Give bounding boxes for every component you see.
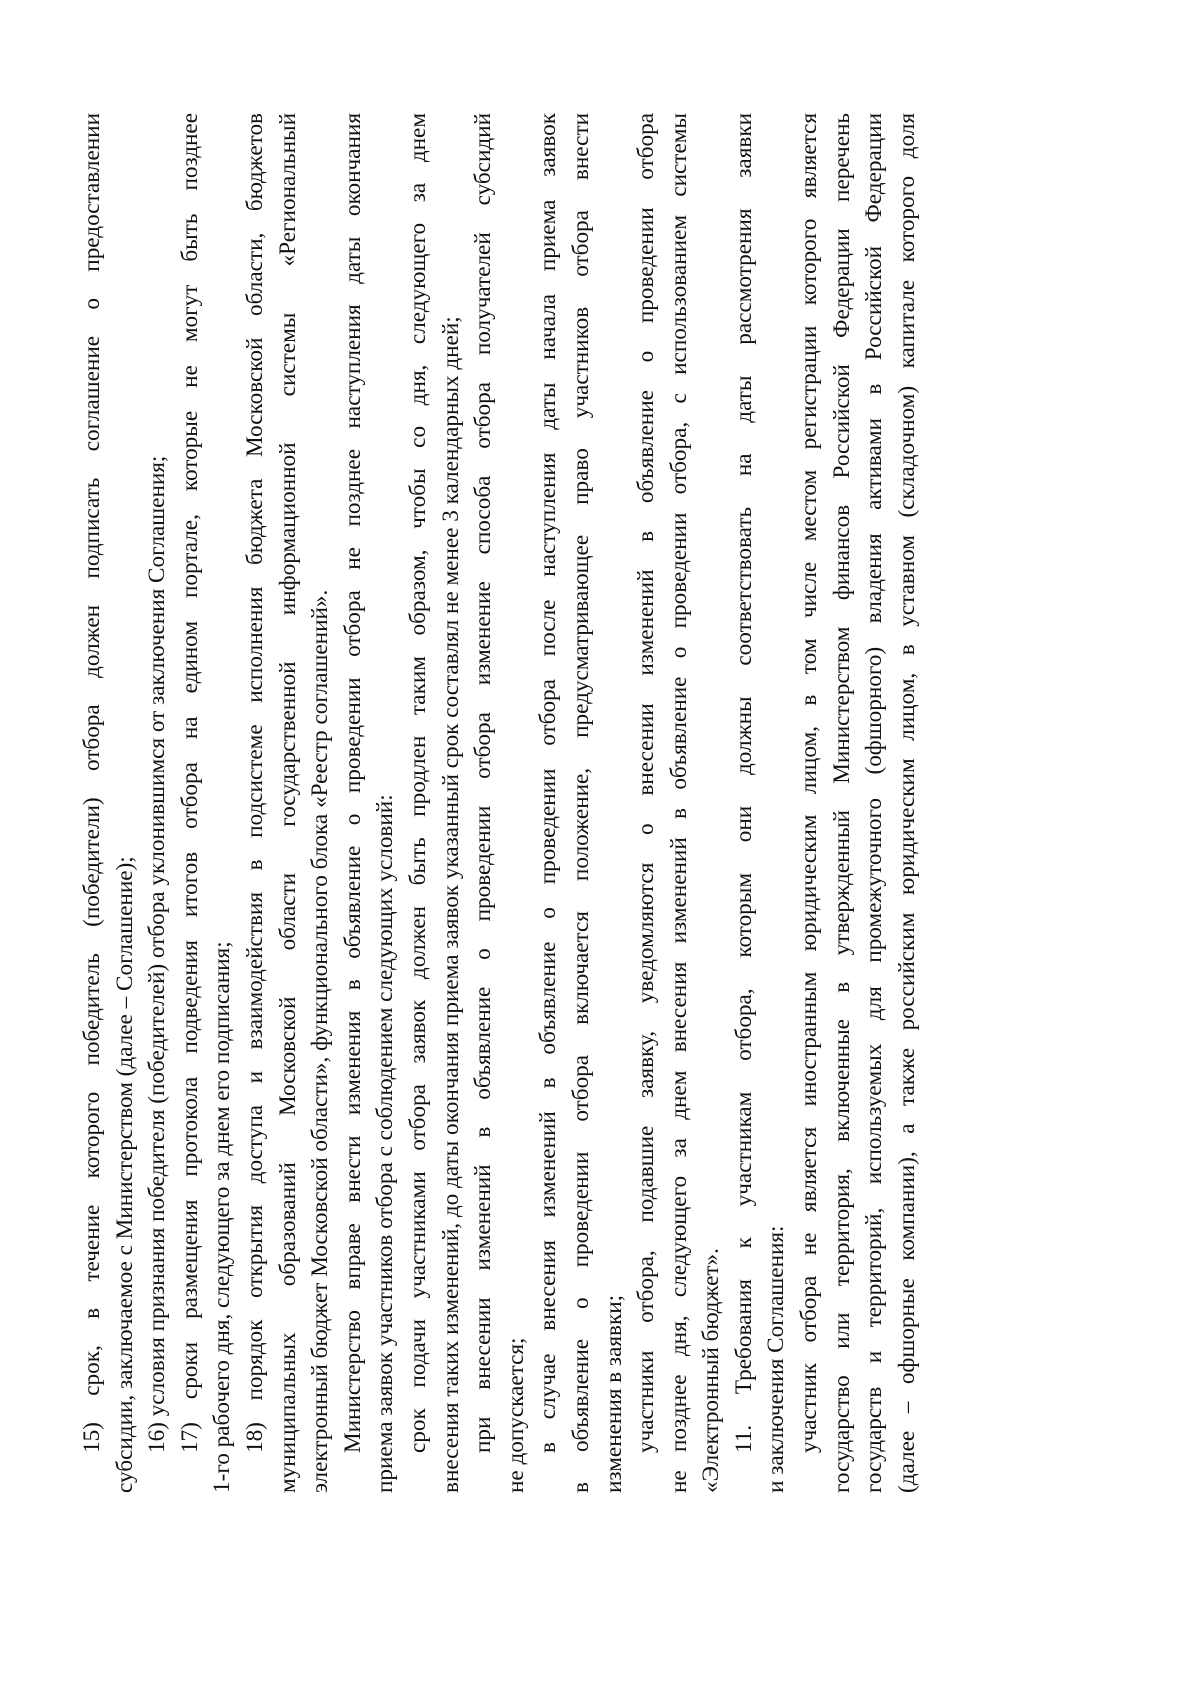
text-line: при внесении изменений в объявление о проведении отбора изменение способа отбора получателей субсидий xyxy=(470,113,497,1453)
text-line: и заключения Соглашения: xyxy=(763,1225,790,1493)
text-line: 1-го рабочего дня, следующего за днем его подписания; xyxy=(209,941,236,1493)
text-line: государств и территорий, используемых для промежуточного (офшорного) владения активами в Российской Федерации xyxy=(861,113,888,1493)
text-line: в случае внесения изменений в объявление о проведении отбора после наступления даты начала приема заявок xyxy=(535,113,562,1453)
text-line: 15) срок, в течение которого победитель (победители) отбора должен подписать соглашение о предоставлении xyxy=(79,113,105,1453)
text-line: участник отбора не является иностранным юридическим лицом, в том числе местом регистрации которого является xyxy=(796,113,823,1453)
text-line: субсидии, заключаемое с Министерством (далее – Соглашение); xyxy=(111,856,138,1493)
text-line: электронный бюджет Московской области», функционального блока «Реестр соглашений». xyxy=(307,589,334,1493)
text-line: внесения таких изменений, до даты окончания приема заявок указанный срок составлял не менее 3 календарных дней; xyxy=(437,316,464,1493)
text-line: не допускается; xyxy=(502,1337,529,1493)
text-line: 16) условия признания победителя (победителей) отбора уклонившимся от заключения Соглашения; xyxy=(144,455,171,1453)
text-line: 18) порядок открытия доступа и взаимодействия в подсистеме исполнения бюджета Московской области, бюджетов xyxy=(241,113,268,1453)
page-number xyxy=(472,0,505,3)
text-line: в объявление о проведении отбора включается положение, предусматривающее право участников отбора внести xyxy=(567,113,594,1493)
rotated-text-sheet xyxy=(40,81,1020,1617)
text-line: 17) сроки размещения протокола подведения итогов отбора на едином портале, которые не могут быть позднее xyxy=(176,113,203,1453)
text-line: изменения в заявки; xyxy=(600,1294,627,1493)
text-line: «Электронный бюджет». xyxy=(698,1248,725,1493)
text-line: 11. Требования к участникам отбора, которым они должны соответствовать на даты рассмотрения заявки xyxy=(730,113,757,1453)
text-line: (далее – офшорные компании), а также российским юридическим лицом, в уставном (складочном) капитале которого доля xyxy=(893,113,920,1493)
text-line: приема заявок участников отбора с соблюдением следующих условий: xyxy=(372,794,399,1493)
text-line: не позднее дня, следующего за днем внесения изменений в объявление о проведении отбора, с использованием системы xyxy=(665,113,692,1493)
text-line: государство или территория, включенные в утвержденный Министерством финансов Российской Федерации перечень xyxy=(828,113,855,1493)
body-text xyxy=(76,113,923,1493)
text-line: муниципальных образований Московской области государственной информационной системы «Региональный xyxy=(274,113,301,1493)
text-line: участники отбора, подавшие заявку, уведомляются о внесении изменений в объявление о проведении отбора xyxy=(633,113,660,1453)
text-line: срок подачи участниками отбора заявок должен быть продлен таким образом, чтобы со дня, следующего за днем xyxy=(404,113,431,1453)
text-line: Министерство вправе внести изменения в объявление о проведении отбора не позднее наступления даты окончания xyxy=(339,113,366,1453)
